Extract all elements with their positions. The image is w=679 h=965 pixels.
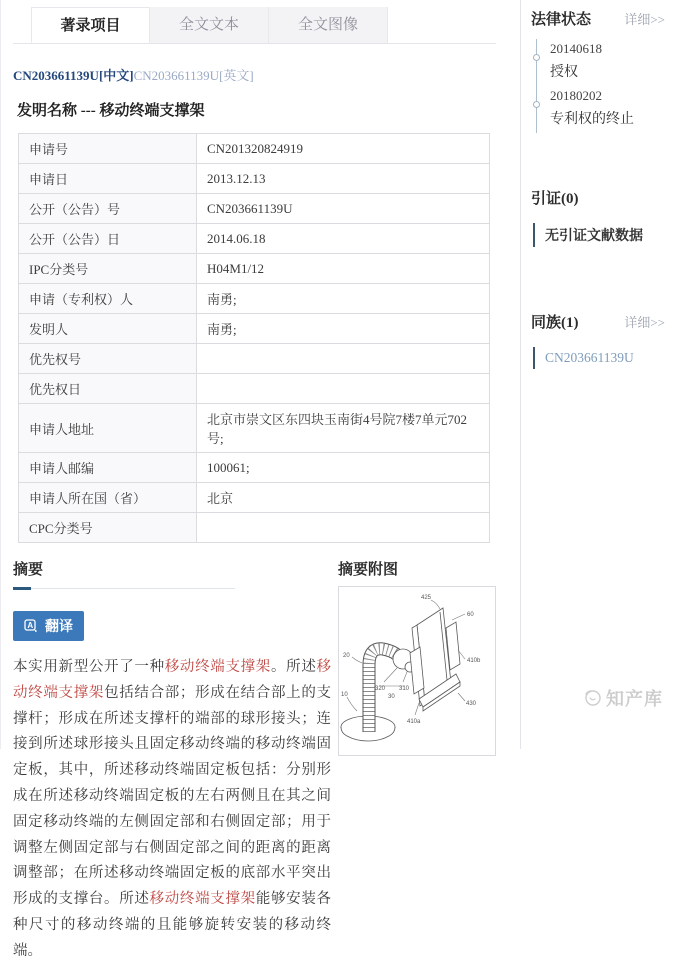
legal-event-date: 20180202	[550, 88, 602, 103]
family-list	[531, 347, 665, 369]
document-language-links	[13, 65, 496, 84]
family-patent-link[interactable]: CN203661139U	[533, 347, 665, 369]
translate-button-label: 翻译	[45, 620, 73, 635]
timeline-dot-icon	[533, 101, 540, 108]
table-row	[19, 164, 490, 194]
figure-label-410b: 410b	[467, 658, 481, 664]
table-row	[19, 404, 490, 453]
legal-event-status: 授权	[550, 65, 578, 80]
legal-status-section	[531, 8, 665, 133]
field-label: 公开（公告）日	[19, 224, 197, 254]
figure-label-310: 310	[399, 686, 410, 692]
abstract-segment: 移动终端支撑架	[13, 659, 332, 701]
field-label: 申请（专利权）人	[19, 284, 197, 314]
legal-status-heading: 法律状态	[531, 12, 592, 28]
figure-label-425: 425	[421, 595, 432, 601]
table-row	[19, 483, 490, 513]
table-row	[19, 224, 490, 254]
table-row	[19, 134, 490, 164]
field-value: 2013.12.13	[197, 164, 490, 194]
field-value: 北京	[197, 483, 490, 513]
field-value: H04M1/12	[197, 254, 490, 284]
bibliographic-table-body	[19, 134, 490, 543]
table-row	[19, 374, 490, 404]
svg-text:A: A	[27, 620, 34, 630]
abstract-segment: 。所述	[270, 659, 317, 675]
figure-heading: 摘要附图	[338, 562, 399, 578]
field-value	[197, 374, 490, 404]
field-value	[197, 344, 490, 374]
field-value: CN203661139U	[197, 194, 490, 224]
tab-bar	[13, 7, 496, 44]
field-label: 申请日	[19, 164, 197, 194]
field-label: 发明人	[19, 314, 197, 344]
figure-label-430: 430	[466, 701, 477, 707]
citation-heading: 引证(0)	[531, 191, 579, 207]
field-value	[197, 513, 490, 543]
tab-0[interactable]: 著录项目	[31, 7, 150, 43]
figure-column	[331, 558, 496, 965]
field-label: CPC分类号	[19, 513, 197, 543]
abstract-section	[13, 558, 496, 965]
timeline-dot-icon	[533, 54, 540, 61]
abstract-segment: 包括结合部；形成在结合部上的支撑杆；形成在所述支撑杆的端部的球形接头；连接到所述球形接头且固定移动终端的移动终端固定板，其中，所述移动终端固定板包括：分别形成在所述移动终端固定板的左右两侧且在其之间固定移动终端的左侧固定部和右侧固定部；用于调整左侧固定部与右侧固定部之间的距离的距离调整部；在所述移动终端固定板的底部水平突出形成的支撑台。所述	[13, 684, 332, 908]
english-doc-link[interactable]: CN203661139U[英文]	[133, 68, 254, 83]
legal-event	[550, 39, 665, 86]
invention-title: 发明名称 --- 移动终端支撑架	[17, 103, 205, 119]
sidebar	[521, 0, 679, 749]
field-value: 100061;	[197, 453, 490, 483]
legal-event-status: 专利权的终止	[550, 112, 634, 127]
table-row	[19, 284, 490, 314]
abstract-column	[13, 558, 331, 965]
legal-event-date: 20140618	[550, 41, 602, 56]
figure-label-60: 60	[467, 612, 474, 618]
abstract-segment: 能够安装各种尺寸的移动终端的且能够旋转安装的移动终端。	[13, 891, 332, 959]
main-content	[1, 0, 521, 959]
tab-1[interactable]: 全文文本	[150, 7, 269, 43]
abstract-heading: 摘要	[13, 562, 44, 578]
citation-section	[531, 187, 665, 247]
field-value: 2014.06.18	[197, 224, 490, 254]
figure-label-20: 20	[343, 653, 350, 659]
abstract-segment: 移动终端支撑架	[164, 659, 271, 675]
bibliographic-table	[18, 133, 490, 543]
legal-event	[550, 86, 665, 133]
figure-label-10: 10	[341, 692, 348, 698]
legal-status-timeline	[536, 39, 665, 133]
family-section	[531, 311, 665, 369]
field-label: 申请人地址	[19, 404, 197, 453]
field-value: 南勇;	[197, 284, 490, 314]
field-label: 申请号	[19, 134, 197, 164]
chinese-doc-link[interactable]: CN203661139U[中文]	[13, 68, 134, 83]
field-value: 南勇;	[197, 314, 490, 344]
abstract-text	[13, 655, 331, 965]
table-row	[19, 453, 490, 483]
patent-drawing	[339, 587, 495, 755]
table-row	[19, 194, 490, 224]
field-label: 申请人邮编	[19, 453, 197, 483]
field-label: IPC分类号	[19, 254, 197, 284]
table-row	[19, 314, 490, 344]
table-row	[19, 513, 490, 543]
field-value: 北京市崇文区东四块玉南街4号院7楼7单元702号;	[197, 404, 490, 453]
translate-icon	[24, 619, 39, 634]
figure-label-320: 320	[375, 686, 386, 692]
legal-status-detail-link[interactable]: 详细>>	[624, 12, 665, 27]
family-detail-link[interactable]: 详细>>	[624, 315, 665, 330]
tab-2[interactable]: 全文图像	[269, 7, 388, 43]
field-value: CN201320824919	[197, 134, 490, 164]
table-row	[19, 344, 490, 374]
abstract-heading-rule	[13, 588, 235, 589]
family-heading: 同族(1)	[531, 315, 579, 331]
abstract-segment: 移动终端支撑架	[149, 891, 256, 908]
zhichanku-logo-icon	[582, 688, 602, 708]
field-label: 优先权日	[19, 374, 197, 404]
field-label: 申请人所在国（省）	[19, 483, 197, 513]
field-label: 优先权号	[19, 344, 197, 374]
citation-empty-text: 无引证文献数据	[533, 223, 665, 247]
zhichanku-watermark	[582, 685, 663, 711]
field-label: 公开（公告）号	[19, 194, 197, 224]
figure-label-30: 30	[388, 694, 395, 700]
table-row	[19, 254, 490, 284]
zhichanku-watermark-text: 知产库	[606, 689, 663, 709]
abstract-segment: 本实用新型公开了一种	[13, 659, 165, 675]
translate-button[interactable]	[13, 611, 84, 641]
figure-label-410a: 410a	[407, 719, 421, 725]
abstract-figure	[338, 586, 496, 756]
